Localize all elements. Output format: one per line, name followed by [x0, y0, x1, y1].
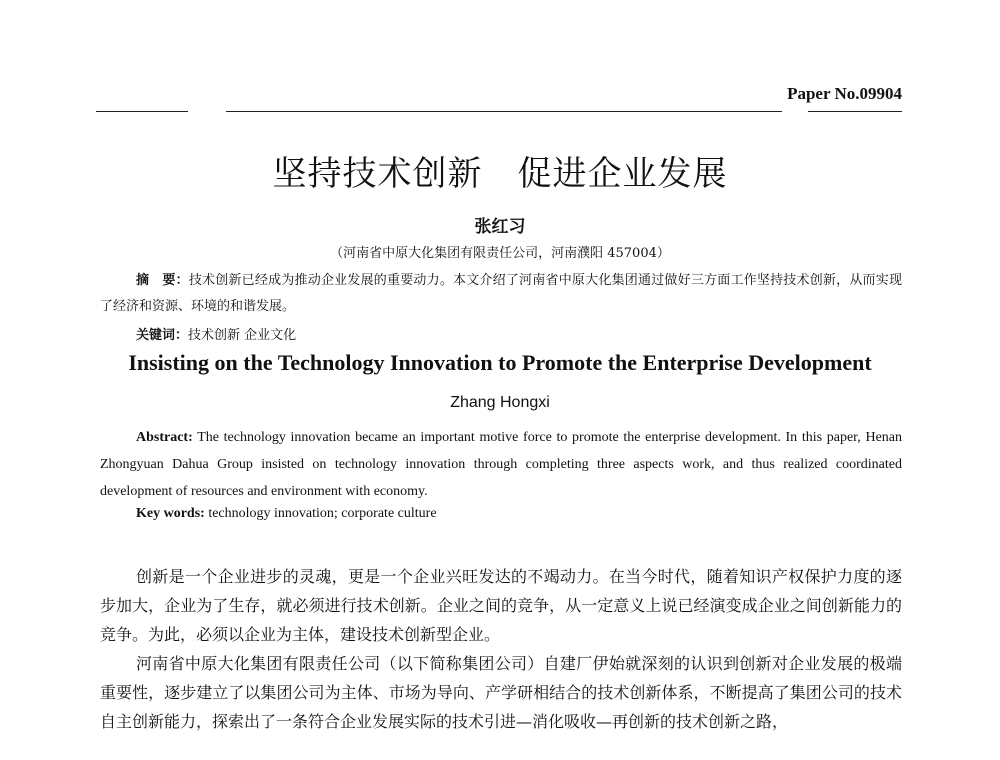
header-rule-middle [226, 111, 782, 112]
english-keywords [136, 506, 437, 522]
chinese-keywords-label: 关键词： [136, 328, 189, 343]
english-title: Insisting on the Technology Innovation to Promote the Enterprise Development [128, 350, 872, 375]
chinese-keywords [136, 324, 296, 343]
chinese-abstract-text: 技术创新已经成为推动企业发展的重要动力。本文介绍了河南省中原大化集团通过做好三方面工作坚持技术创新，从而实现了经济和资源、环境的和谐发展。 [100, 273, 902, 314]
chinese-author: 张红习 [474, 217, 526, 237]
english-abstract [100, 424, 902, 505]
body-text [100, 562, 902, 736]
paper-number: Paper No.09904 [787, 84, 902, 103]
english-abstract-label: Abstract: [136, 430, 193, 445]
english-keywords-label: Key words: [136, 506, 205, 521]
english-keywords-text: technology innovation; corporate culture [204, 506, 437, 521]
chinese-title: 坚持技术创新 促进企业发展 [272, 154, 728, 194]
header-rule-left [96, 111, 188, 112]
chinese-keywords-text: 技术创新 企业文化 [188, 328, 297, 343]
chinese-abstract-label: 摘 要： [136, 273, 189, 288]
chinese-affiliation: （河南省中原大化集团有限责任公司，河南濮阳 457004） [330, 246, 670, 261]
english-author: Zhang Hongxi [450, 394, 550, 411]
header-rule-right [808, 111, 902, 112]
chinese-abstract [100, 268, 902, 320]
english-abstract-text: The technology innovation became an important motive force to promote the enterprise development. In this paper, Henan Zhongyuan Dahua Group insisted on technology innovation through completing three aspects work, and thus realized coordinated development of resources and environment with economy. [100, 430, 902, 499]
body-paragraph: 创新是一个企业进步的灵魂，更是一个企业兴旺发达的不竭动力。在当今时代，随着知识产权保护力度的逐步加大，企业为了生存，就必须进行技术创新。企业之间的竞争，从一定意义上说已经演变成企业之间创新能力的竞争。为此，必须以企业为主体，建设技术创新型企业。 [100, 567, 902, 644]
body-paragraph: 河南省中原大化集团有限责任公司（以下简称集团公司）自建厂伊始就深刻的认识到创新对企业发展的极端重要性，逐步建立了以集团公司为主体、市场为导向、产学研相结合的技术创新体系，不断提高了集团公司的技术自主创新能力，探索出了一条符合企业发展实际的技术引进—消化吸收—再创新的技术创新之路， [100, 654, 902, 731]
